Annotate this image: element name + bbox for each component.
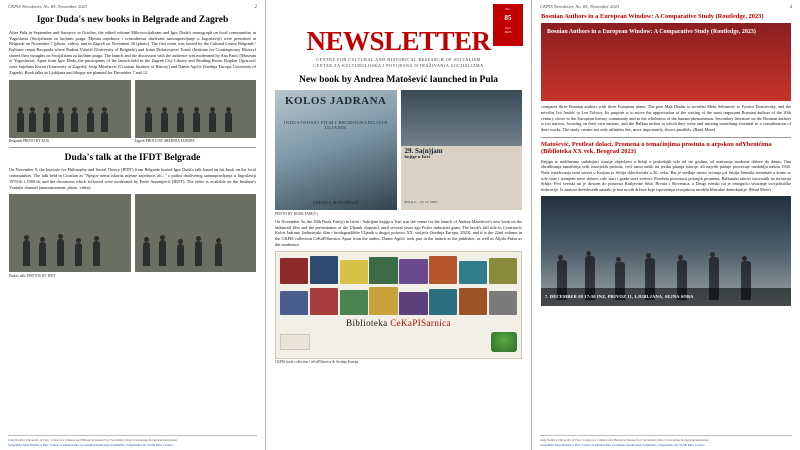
photo-caption-zagreb xyxy=(135,139,257,143)
photo-ifdt-2-image xyxy=(135,194,257,272)
photo-caption-belgrade xyxy=(9,139,131,143)
book-shelf-row-2 xyxy=(280,287,517,315)
biblioteka-panel xyxy=(275,251,522,359)
header-label: CKPIS Newsletter, No. 85, November 2023 xyxy=(8,4,88,9)
stamp-number: 85 xyxy=(504,14,512,23)
fair-poster-title-sub: knjige u Istri xyxy=(404,154,431,160)
masthead-subtitle-en: CENTRE FOR CULTURAL AND HISTORICAL RESEARCH OF SOCIALISM xyxy=(316,57,481,62)
cekapisarnica-label: CeKaPISarnica xyxy=(390,318,451,329)
logo-row xyxy=(280,332,517,352)
article-title-bosnian-authors: Bosnian Authors in a European Window: A Comparative Study (Routledge, 2023) xyxy=(541,13,764,20)
article-title-duda-books: Igor Duda's new books in Belgrade and Zagreb xyxy=(36,15,229,25)
page-3-column xyxy=(266,75,531,364)
photo-row-book-poster xyxy=(275,90,522,210)
article-title-protleat: Matošević, Protleat dolaci. Promena o temaćinjima prostuta u arpskou odYbenićima (Biblioteka XX vek, Beograd 2023) xyxy=(541,140,772,156)
fair-poster-image xyxy=(401,90,523,210)
article-body-bosnian-authors: compares three Bosnian authors with three European titans: The poet Mak Dizdar to novelist Meša Selimović to Fyodor Dostoevsky, and the novelist Ivo Andrić to Leo Tolstoy. Its purpose is to move the appreciation of the writing of the most important Bosnian authors of the 20th century closer to the European literary community and to the wholeness of the human phenomenon. Secondary literature on the Bosnian authors is too narrow, focusing on their own nations, and the Balkan milieu in which they write and missing something essential to a consideration of their works. The study creates not only affinities but, more importantly, shows parallels. (Read More) xyxy=(541,104,791,133)
masthead-title: NEWSLETTER xyxy=(306,26,491,56)
photo-zagreb xyxy=(135,80,257,143)
book-cover-title: KOLOS JADRANA xyxy=(284,94,387,107)
photo-belgrade-image xyxy=(9,80,131,138)
page-4-column xyxy=(532,13,800,306)
book-cover-image xyxy=(275,90,397,210)
page-2-column xyxy=(0,15,265,278)
footer-line-2: Sveučilište Jurja Dobrile u Puli | Centar za kulturološka i povijesna istraživanja socijalizma | Zagrebačka 30, 52100 Pula, Croatia xyxy=(8,442,173,447)
stamp-year: 2023 xyxy=(504,30,512,35)
srednja-europa-logo xyxy=(491,332,517,352)
photo-figures xyxy=(9,106,131,132)
page-2 xyxy=(0,0,266,450)
publisher-logo xyxy=(280,334,310,350)
photo-row-ifdt xyxy=(9,194,256,272)
issue-stamp xyxy=(493,4,523,46)
photo-figures xyxy=(135,240,257,266)
book-cover-kolos-jadrana xyxy=(275,90,397,210)
article-title-matosevic-launch: New book by Andrea Matošević launched in Pula xyxy=(298,75,499,85)
photo-caption-belgrade-text: Belgrade PHOTO BY KCB xyxy=(9,138,49,143)
photo-zagreb-image xyxy=(135,80,257,138)
page-4-footer xyxy=(540,435,792,447)
photo-ifdt-2 xyxy=(135,194,257,272)
article-body-protleat: Knjiga se nadilazimo sadašnjaci istorije objavljeni u Srbiji u poslednjih više od sto godina, od osnivanja moderne države do danas. Ona obrađivanja tumačenja svih istorijskih perioda, veći samo naših na jeziku pitanja istorije, ali najviše pažnje posvećuje razdoblju nakon 1945. Naša istraživanja ratni savezi u Krajina je Srbija sklerivovala u 20. veku. Rat je uređuje mesto sećanja još Srbiju Sremski trennisah u kome se rule state i stranjem nove države, rule stari i grade novi svetovi. Posebnu pozornost potonjih promena, Balkanski rakovi istovrsnih na teritoriju Srbije. Prvi svetski rat je dovoen do ponovna Kraljevine Srba, Hrvata i Slovenaca, a Drugi svetski rat je omogućio stvaranje socijalističke federacije. Iz nastora devedesetih nastalo je šest novih država koje ispovedaju evropskom modelu liberalne demokratije. (Read More) xyxy=(541,158,791,193)
fair-poster-title xyxy=(405,148,519,160)
divider xyxy=(9,147,256,148)
book-cover-bosnian-authors xyxy=(541,23,791,101)
event-photo-ljubljana xyxy=(541,196,791,306)
page-2-header xyxy=(0,0,265,10)
biblioteka-wordmark xyxy=(280,318,517,328)
article-title-ifdt: Duda's talk at the IFDT Belgrade xyxy=(64,152,201,163)
book-shelf-row-1 xyxy=(280,256,517,284)
page-2-footer xyxy=(8,435,257,447)
fair-poster-title-main: 29. Sa(n)jam xyxy=(404,146,443,155)
photo-belgrade xyxy=(9,80,131,143)
biblioteka-label: Biblioteka xyxy=(346,318,388,329)
article-body-matosevic-launch: On November 3a, the 29th Book Fair(y) in Istria / Sa(n)jam knjige u Istri was the venue for the launch of Andrea Matošević's new book on the industrial film and the presentation of the Uljanik shipyard, until several years ago Pula's industrial giant. The book's full title in Croatian is Kolos Jadrana. Industrijski film i brodogradilište Uljanik u drugoj polovici XX. stoljeća (Srednja Europa, 2023), and it is the 22nd volume in the CKPIS collection CeKaPISarnica. Apart from the author, Damir Agičić took part in the launch as the publisher, as well as Aljoša Pužar as the moderator. xyxy=(275,218,522,247)
photo-caption-zagreb-text: Zagreb PHOTO BY SREDNJA EUROPA xyxy=(134,138,195,143)
photo-ifdt-1-image xyxy=(9,194,131,272)
page-4-header xyxy=(532,0,800,10)
footer-line-1: Juraj Dobrila University of Pula | Center for Cultural and Historical Research of Socialism | http://www.unipu.hr/ckpis/en/newsletter xyxy=(8,438,177,443)
page-4 xyxy=(532,0,800,450)
page-number: 4 xyxy=(789,4,792,10)
photo-row-belgrade-zagreb xyxy=(9,80,256,143)
footer-line-1: Juraj Dobrila University of Pula | Center for Cultural and Historical Research of Socialism | http://www.unipu.hr/ckpis/en/newsletter xyxy=(540,438,709,443)
book-cover-title: Bosnian Authors in a European Window: A Comparative Study (Routledge, 2023) xyxy=(547,29,756,36)
photo-caption-bookfair: PHOTO BY BOOK FAIR(Y) xyxy=(275,211,318,216)
event-photo-banner: 7. DECEMBER 08 17:30 INZ, PRIVOZ 11, LJUBLJANA, SEJNA SOBA xyxy=(541,288,791,306)
page-3 xyxy=(266,0,532,450)
photo-figures xyxy=(135,106,257,132)
masthead-subtitle-hr: CENTAR ZA KULTUROLOŠKA I POVIJESNA ISTRAŽIVANJA SOCIJALIZMA xyxy=(313,63,484,68)
stamp-month: Nov xyxy=(505,26,511,30)
masthead-subtitle xyxy=(266,57,531,69)
book-cover-author: ANDREA MATOŠEVIĆ xyxy=(312,199,360,205)
book-cover-subtitle: INDUSTRIJSKI FILM I BRODOGRADILIŠTE ULJANIK xyxy=(283,119,388,130)
divider xyxy=(541,137,791,138)
photo-ifdt-1 xyxy=(9,194,131,272)
fair-poster xyxy=(401,90,523,210)
photo-figures xyxy=(9,240,131,266)
page-3-header xyxy=(266,0,531,10)
stamp-no-label: No. xyxy=(505,7,511,11)
fair-poster-meta: PULA 2. – 10. 12. 2023. xyxy=(404,199,438,204)
page-number: 2 xyxy=(254,4,257,10)
photo-caption-ifdt: Duda's talk: PHOTOS BY IFDT xyxy=(9,274,56,279)
footer-line-2: Sveučilište Jurja Dobrile u Puli | Centar za kulturološka i povijesna istraživanja socijalizma | Zagrebačka 30, 52100 Pula, Croatia xyxy=(540,442,705,447)
article-body-ifdt: On November 9, the Institute for Philosophy and Social Theory (IFDT) from Belgrade hosted Igor Duda's talk based on his book on the local communities. The talk held in Croatian as "Njegov nema iskorist mjesne zajednice, ali..." o praksi društvenog samoupravljanja u Jugoslaviji 1970-ih i 1980-ih, and the discussion which followed were moderated by Pavle Antonijević (IFDT). The video is available on the Institute's Youtube channel (announcement, photo, video). xyxy=(9,167,256,190)
fair-poster-art xyxy=(401,90,523,146)
biblio-caption: CKPIS book collection CeKaPISarnica & Srednja Europa xyxy=(275,360,359,365)
header-label: CKPIS Newsletter, No. 85, November 2023 xyxy=(540,4,620,9)
article-body-duda-books: After Pula in September and Sarajevo in October, the edited volume Mikrosocijalizam and Igor Duda's monograph on local communities in Yugoslavia (Socijalizam za lucšnim praga. Mjesna zajednica i svakodnevni društveni samoupravljanje u Jugoslaviji) were presented in Belgrade on November 7 (photo, video), and in Zagreb on November 30 (photo). The first event was hosted by the Cultural Centre Belgrade / Kulturni centar Beograda where Radina Vučetić (University of Belgrade) and Ivana Dobrivojević Tomić (Institute for Contemporary History) shared their thoughts on Socijalizam za lucšnim praga. The launch and the discussion with the audience was moderated by Ana Panić (Museum of Yugoslavia). Apart from Igor Duda, the participants of the launch held in the Zagreb City Library and Reading Room Bogdan Ogrizović were Snježana Koren (University of Zagreb), Josip Mihaljević (Croatian Institute of History) and Damir Agičić (Srednja Europa, University of Zagreb). Book talks in Ljubljana and Skopje are planned for December 7 and 12. xyxy=(9,29,256,75)
